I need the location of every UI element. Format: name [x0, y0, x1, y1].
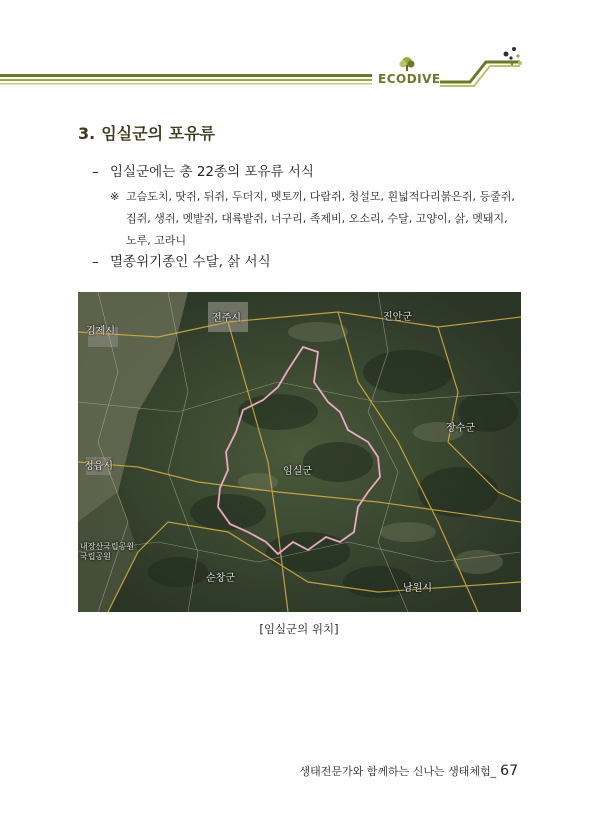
bullet-text: 멸종위기종인 수달, 삵 서식 [110, 254, 271, 270]
map-label-jeonju: 전주시 [212, 313, 241, 324]
satellite-map [78, 292, 521, 612]
map-label-park: 국립공원 [80, 552, 111, 561]
section-title-text: 임실군의 포유류 [101, 124, 215, 143]
figure-caption: [임실군의 위치] [259, 622, 339, 636]
page-footer [300, 763, 518, 779]
bullet-item [92, 160, 314, 180]
map-label-sunchang: 순창군 [206, 573, 235, 584]
note-line: 고슴도치, 땃쥐, 뒤쥐, 두더지, 멧토끼, 다람쥐, 청설모, 흰넓적다리붉은쥐, 등줄쥐, [126, 190, 515, 203]
section-title [78, 121, 215, 144]
bullet-text: 임실군에는 총 22종의 포유류 서식 [110, 164, 314, 180]
map-label-jangsu: 장수군 [446, 423, 475, 434]
header-stripes [0, 0, 598, 100]
page-number: 67 [500, 763, 518, 779]
map-label-namwon: 남원시 [403, 583, 432, 594]
note-line: 노루, 고라니 [126, 234, 187, 247]
bullet-item [92, 250, 271, 270]
map-label-jinan: 진안군 [383, 312, 412, 323]
map-label-jeongeup: 정읍시 [84, 461, 113, 472]
note-mark: ※ [110, 190, 120, 203]
bullet-dash: – [92, 254, 99, 270]
footer-text: 생태전문가와 함께하는 신나는 생태체험_ [299, 765, 497, 778]
page-header [0, 0, 598, 100]
map-image [78, 292, 521, 612]
map-label-naejang-park: 내장산국립공원 [80, 542, 135, 551]
map-label-gimje: 김제시 [86, 326, 115, 337]
section-number: 3. [78, 124, 96, 143]
note-line: 집쥐, 생쥐, 멧밭쥐, 대륙밭쥐, 너구리, 족제비, 오소리, 수달, 고양이, 삵, 멧돼지, [126, 212, 508, 225]
bullet-dash: – [92, 164, 99, 180]
species-note [110, 186, 540, 252]
tree-icon [398, 56, 416, 72]
map-label-imsil: 임실군 [283, 466, 312, 477]
brand-logo-text: ECODIVE [378, 72, 441, 86]
